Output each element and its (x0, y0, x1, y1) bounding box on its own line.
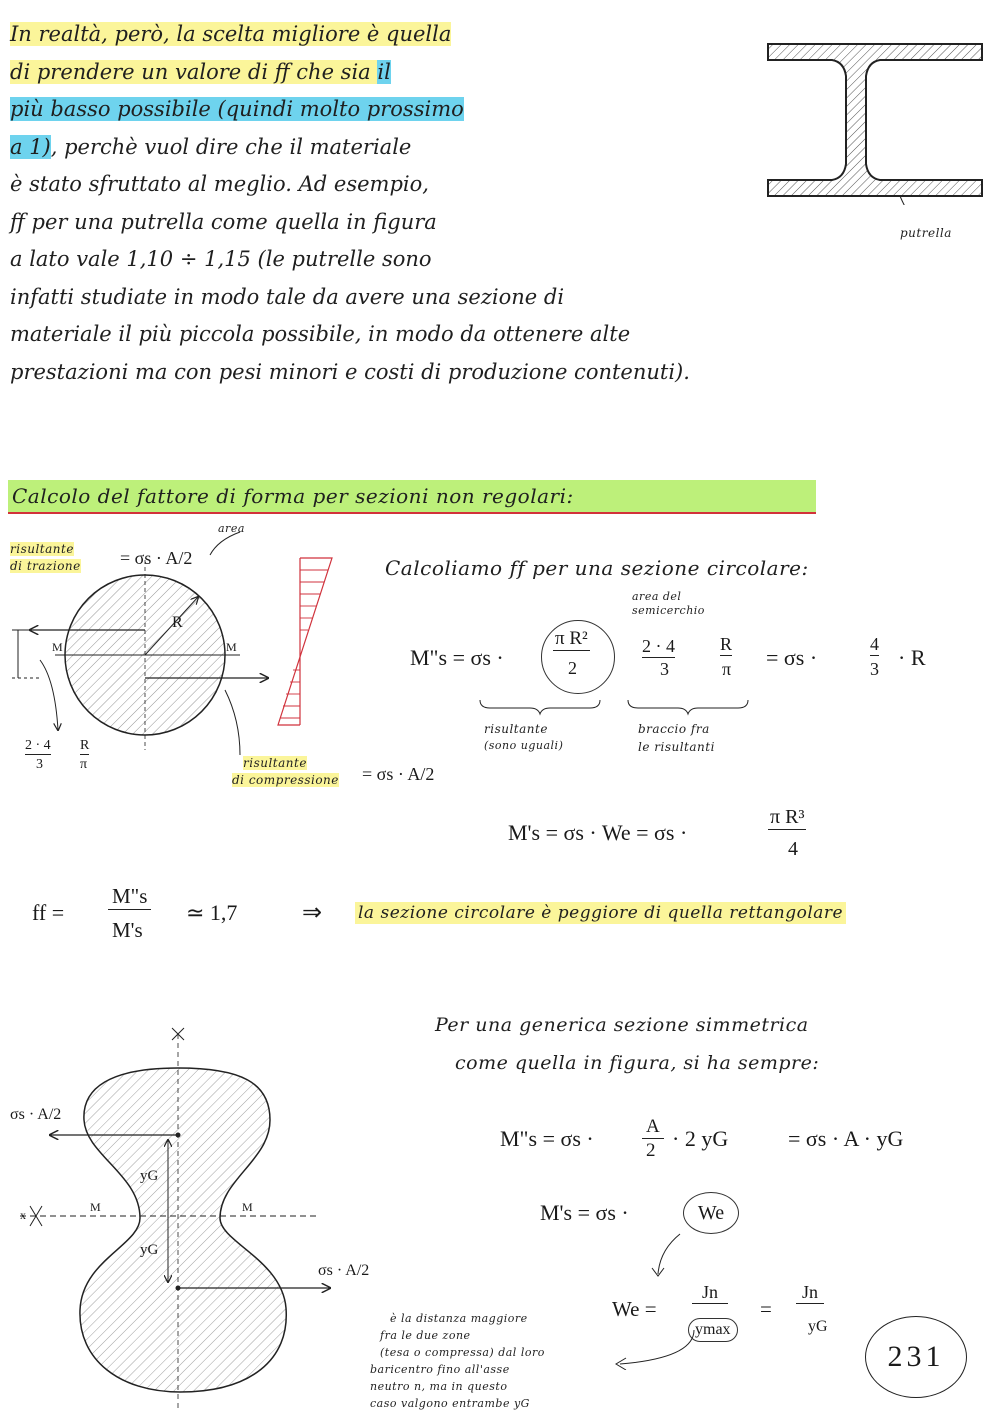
gen-ms2-lhs: M"s = σs · (500, 1126, 594, 1151)
frac2-num: R (720, 634, 733, 654)
intro-line (10, 360, 690, 384)
pir2-den: 2 (568, 658, 577, 678)
arm-r: R (80, 738, 90, 753)
we-link-arrow (640, 1230, 700, 1280)
intro-segment: In realtà, però, la scelta migliore è quella (10, 22, 452, 46)
putrella-figure (760, 40, 990, 205)
implies-arrow: ⇒ (302, 900, 323, 926)
intro-segment: infatti studiate in modo tale da avere una sezione di (10, 284, 565, 309)
gen-rhs: = σs · A · yG (788, 1126, 904, 1151)
intro-line (10, 97, 464, 121)
area-label: area (218, 522, 245, 535)
intro-segment: il (377, 59, 391, 84)
compression-eq: = σs · A/2 (362, 764, 435, 784)
putrella-label: putrella (900, 226, 952, 240)
note-line: neutro n, ma in questo (370, 1380, 508, 1393)
yg-top-label: yG (140, 1168, 159, 1184)
intro-line (10, 322, 630, 346)
we-den-2: yG (808, 1318, 828, 1335)
we-num-2: Jn (796, 1282, 824, 1304)
gen-we-circled: We (683, 1192, 739, 1234)
intro-segment: , perchè vuol dire che il materiale (50, 134, 412, 159)
intro-segment: a 1) (10, 134, 51, 159)
note-line: (tesa o compressa) dal loro (380, 1346, 545, 1359)
gen-mid: · 2 yG (672, 1126, 729, 1151)
generic-intro-2: come quella in figura, si ha sempre: (455, 1052, 820, 1074)
note-line: fra le due zone (380, 1329, 471, 1342)
bottom-force-label: σs · A/2 (318, 1262, 370, 1279)
intro-line (10, 60, 391, 84)
note-line: caso valgono entrambe yG (370, 1397, 530, 1410)
tension-label-1: risultante (10, 542, 74, 556)
eq-rhs: = σs · (766, 645, 818, 670)
ms2-lhs: M"s = σs · (410, 645, 504, 670)
intro-line (10, 210, 437, 234)
intro-line (10, 285, 564, 309)
m-left-label: M (52, 640, 63, 654)
frac1-num: 2 · 4 (642, 636, 675, 656)
intro-line (10, 172, 429, 196)
pir2: π R² (555, 628, 588, 649)
page-number: 231 (865, 1316, 967, 1398)
radius-label: R (172, 614, 183, 631)
ymax-note (360, 1310, 545, 1412)
arm-pi: π (80, 757, 88, 772)
m-right-label: M (226, 640, 237, 654)
ff-num: M"s (108, 884, 151, 910)
frac1-den: 3 (660, 659, 669, 679)
generic-shape-diagram (0, 1020, 400, 1415)
ms1-den: 4 (788, 838, 798, 860)
intro-segment: a lato vale 1,10 ÷ 1,15 (le putrelle sono (10, 247, 432, 271)
intro-segment: più basso possibile (quindi molto prossimo (10, 97, 464, 121)
intro-line (10, 22, 451, 46)
ff-den: M's (112, 918, 143, 942)
rhs-r: · R (898, 645, 926, 670)
intro-segment: materiale il più piccola possibile, in modo da ottenere alte (10, 322, 631, 346)
gen-a: A (642, 1116, 664, 1139)
axis-x-label: x (20, 1208, 26, 1222)
note-link-arrow (606, 1326, 702, 1370)
we-num-1: Jn (692, 1282, 728, 1304)
compression-label-2: di compressione (232, 773, 339, 787)
we-den-1: ymax (688, 1318, 738, 1342)
gen-ms1: M's = σs · (540, 1200, 629, 1225)
note-line: baricentro fino all'asse (370, 1363, 510, 1376)
intro-segment: è stato sfruttato al meglio. Ad esempio, (10, 172, 429, 196)
annot-area-2: semicerchio (632, 604, 705, 617)
intro-segment: prestazioni ma con pesi minori e costi di produzione contenuti). (10, 359, 690, 384)
note-line: è la distanza maggiore (390, 1312, 528, 1325)
circular-intro: Calcoliamo ff per una sezione circolare: (385, 556, 809, 580)
we-eq: = (760, 1297, 772, 1321)
yg-bottom-label: yG (140, 1242, 159, 1258)
ms1-num: π R³ (770, 806, 805, 828)
gen-two: 2 (646, 1140, 656, 1161)
under1-1: risultante (484, 722, 548, 736)
intro-segment: di prendere un valore di ff che sia (10, 59, 378, 84)
arm-num: 2 · 4 (25, 738, 51, 753)
under2-1: braccio fra (638, 722, 710, 736)
frac3-num: 4 (870, 634, 879, 654)
frac3-den: 3 (870, 659, 879, 679)
top-force-label: σs · A/2 (10, 1106, 62, 1123)
arm-den: 3 (36, 757, 43, 772)
intro-line (10, 247, 432, 271)
intro-line (10, 135, 411, 159)
ms1-eq: M's = σs · We = σs · (508, 820, 688, 845)
compression-label-1: risultante (243, 756, 307, 770)
frac2-den: π (722, 659, 732, 679)
ff-approx: ≃ 1,7 (186, 900, 238, 925)
tension-label-2: di trazione (10, 559, 81, 573)
tension-eq: = σs · A/2 (120, 548, 193, 568)
section-title: Calcolo del fattore di forma per sezioni non regolari: (8, 480, 816, 514)
under2-2: le risultanti (638, 740, 715, 754)
we-lhs: We = (612, 1297, 657, 1321)
ff-conclusion: la sezione circolare è peggiore di quella rettangolare (355, 902, 846, 924)
generic-intro-1: Per una generica sezione simmetrica (435, 1014, 809, 1036)
annot-area-1: area del (632, 590, 682, 603)
m-left-label-2: M (90, 1200, 101, 1214)
m-right-label-2: M (242, 1200, 253, 1214)
underbraces (470, 696, 780, 716)
intro-segment: ff per una putrella come quella in figura (10, 209, 437, 234)
ff-label: ff = (32, 900, 65, 925)
under1-2: (sono uguali) (484, 739, 564, 752)
